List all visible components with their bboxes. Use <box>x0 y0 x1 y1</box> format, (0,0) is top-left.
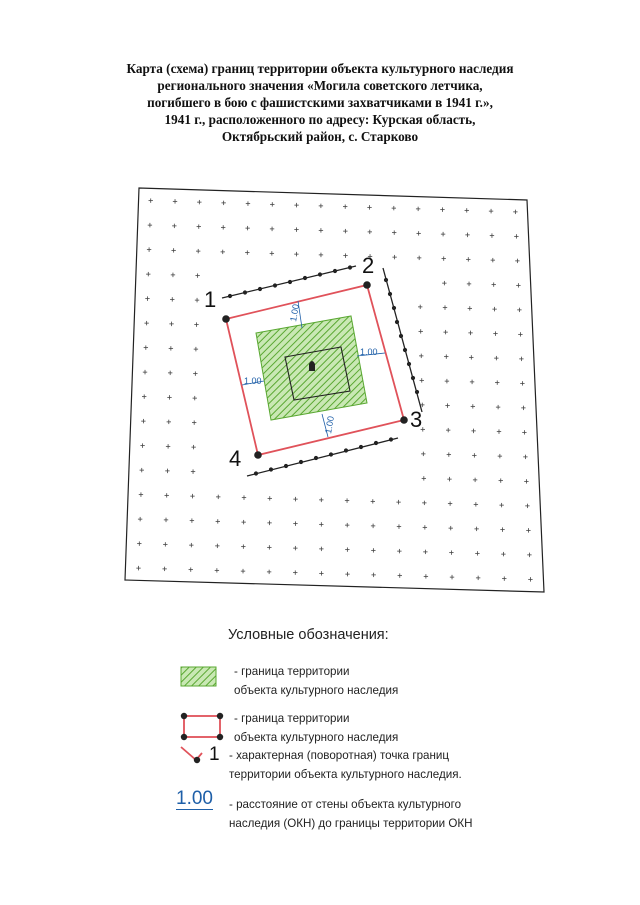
turning-point-4 <box>254 451 262 459</box>
legend-item-turning-point-line-2: территории объекта культурного наследия. <box>229 768 462 781</box>
legend-item-boundary-line-2: объекта культурного наследия <box>234 731 399 744</box>
leader-bottom <box>247 437 398 476</box>
point-number-1: 1 <box>204 287 217 312</box>
legend-turning-point-symbol <box>181 747 202 763</box>
legend-item-distance <box>229 795 472 833</box>
distance-label-bottom: 1.00 <box>323 415 337 435</box>
point-number-3: 3 <box>410 407 423 432</box>
title-line-3: погибшего в бою с фашистскими захватчиками в 1941 г.», <box>147 95 493 110</box>
title-line-1: Карта (схема) границ территории объекта культурного наследия <box>126 61 514 76</box>
legend-item-distance-line-2: наследия (ОКН) до границы территории ОКН <box>229 817 473 830</box>
title-line-4: 1941 г., расположенного по адресу: Курская область, <box>164 112 476 127</box>
legend-item-territory-line-2: объекта культурного наследия <box>234 684 399 697</box>
legend-distance-value: 1.00 <box>176 788 213 809</box>
distance-label-left: 1.00 <box>244 376 262 386</box>
point-number-4: 4 <box>229 446 242 471</box>
legend-item-boundary-line-1: - граница территории <box>234 712 350 725</box>
legend-item-turning-point-line-1: - характерная (поворотная) точка границ <box>229 749 449 762</box>
leader-right <box>383 268 422 412</box>
distance-label-right: 1.00 <box>360 347 378 357</box>
title-line-2: регионального значения «Могила советского летчика, <box>157 78 483 93</box>
legend-item-territory <box>234 662 398 700</box>
legend-boundary-symbol <box>181 713 223 740</box>
legend-item-boundary <box>234 709 398 747</box>
legend-hatched-area-symbol <box>181 667 216 686</box>
grave-marker-icon <box>309 361 315 371</box>
point-number-2: 2 <box>362 253 375 278</box>
legend-item-territory-line-1: - граница территории <box>234 665 350 678</box>
turning-point-2 <box>363 281 371 289</box>
distance-label-top: 1.00 <box>288 303 302 323</box>
title-line-5: Октябрьский район, с. Старково <box>221 129 419 144</box>
legend-item-distance-line-1: - расстояние от стены объекта культурного <box>229 798 462 811</box>
legend-point-number: 1 <box>209 744 220 765</box>
turning-point-1 <box>222 315 230 323</box>
legend-item-turning-point <box>229 746 462 784</box>
turning-point-3 <box>400 416 408 424</box>
legend-heading: Условные обозначения: <box>228 627 389 643</box>
